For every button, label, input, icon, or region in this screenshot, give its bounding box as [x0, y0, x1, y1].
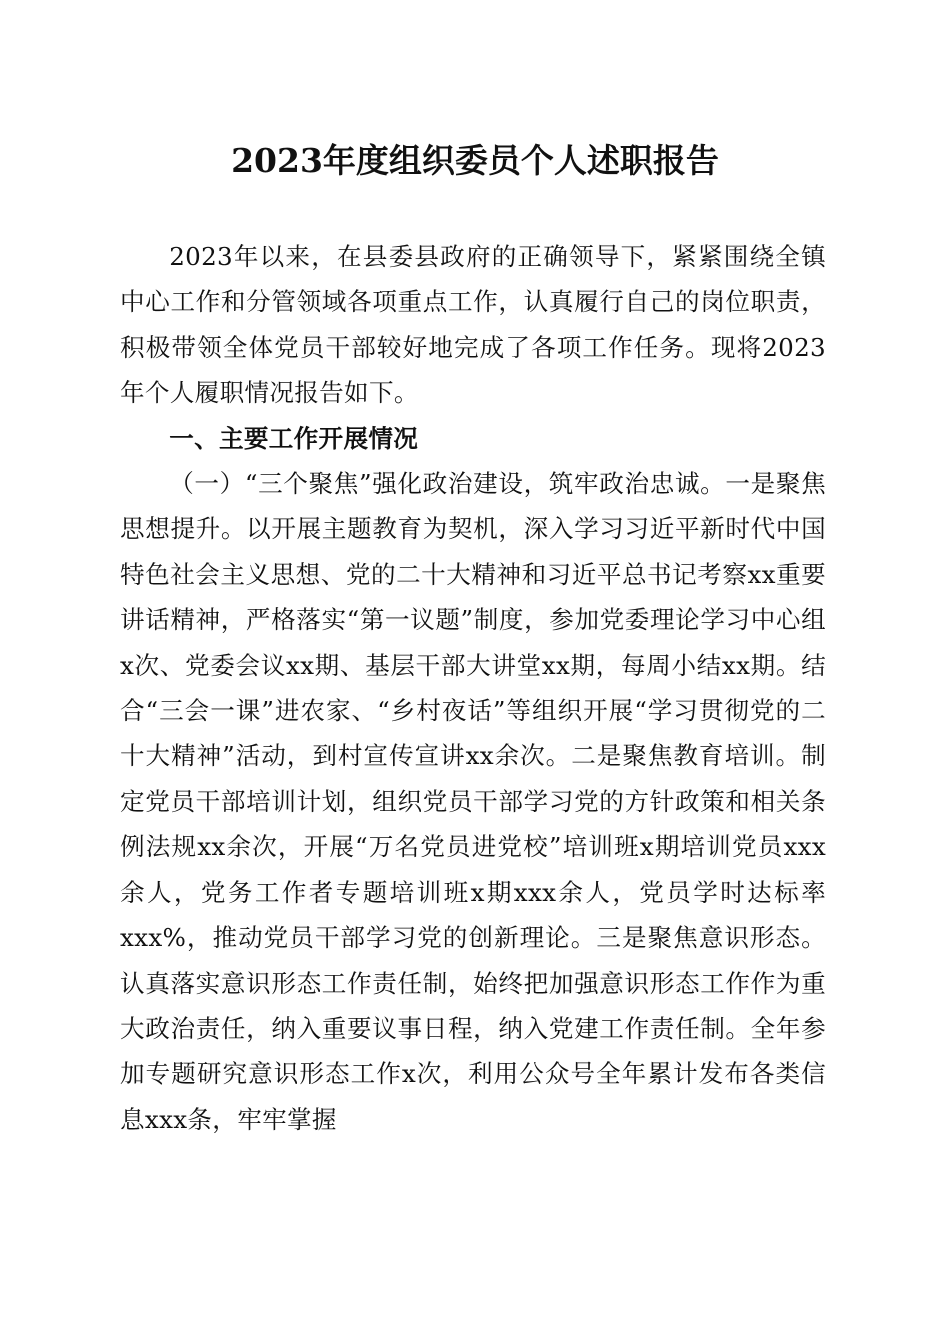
- paragraph-lead: （一）“三个聚焦”强化政治建设，筑牢政治忠诚。: [169, 469, 726, 499]
- document-body: [120, 234, 826, 1142]
- paragraph-text: 一是聚焦思想提升。以开展主题教育为契机，深入学习习近平新时代中国特色社会主义思想、党的二十大精神和习近平总书记考察xx重要讲话精神，严格落实“第一议题”制度，参加党委理论学习中心组x次、党委会议xx期、基层干部大讲堂xx期，每周小结xx期。结合“三会一课”进农家、“乡村夜话”等组织开展“学习贯彻党的二十大精神”活动，到村宣传宣讲xx余次。二是聚焦教育培训。制定党员干部培训计划，组织党员干部学习党的方针政策和相关条例法规xx余次，开展“万名党员进党校”培训班x期培训党员xxx余人，党务工作者专题培训班x期xxx余人，党员学时达标率xxx%，推动党员干部学习党的创新理论。三是聚焦意识形态。认真落实意识形态工作责任制，始终把加强意识形态工作作为重大政治责任，纳入重要议事日程，纳入党建工作责任制。全年参加专题研究意识形态工作x次，利用公众号全年累计发布各类信息xxx条，牢牢掌握: [120, 469, 826, 1134]
- intro-paragraph: 2023年以来，在县委县政府的正确领导下，紧紧围绕全镇中心工作和分管领域各项重点工作，认真履行自己的岗位职责，积极带领全体党员干部较好地完成了各项工作任务。现将2023年个人履职情况报告如下。: [120, 242, 826, 408]
- section-paragraph: [120, 461, 826, 1142]
- section-heading: 一、主要工作开展情况: [169, 423, 419, 453]
- document-title: 2023年度组织委员个人述职报告: [231, 141, 719, 180]
